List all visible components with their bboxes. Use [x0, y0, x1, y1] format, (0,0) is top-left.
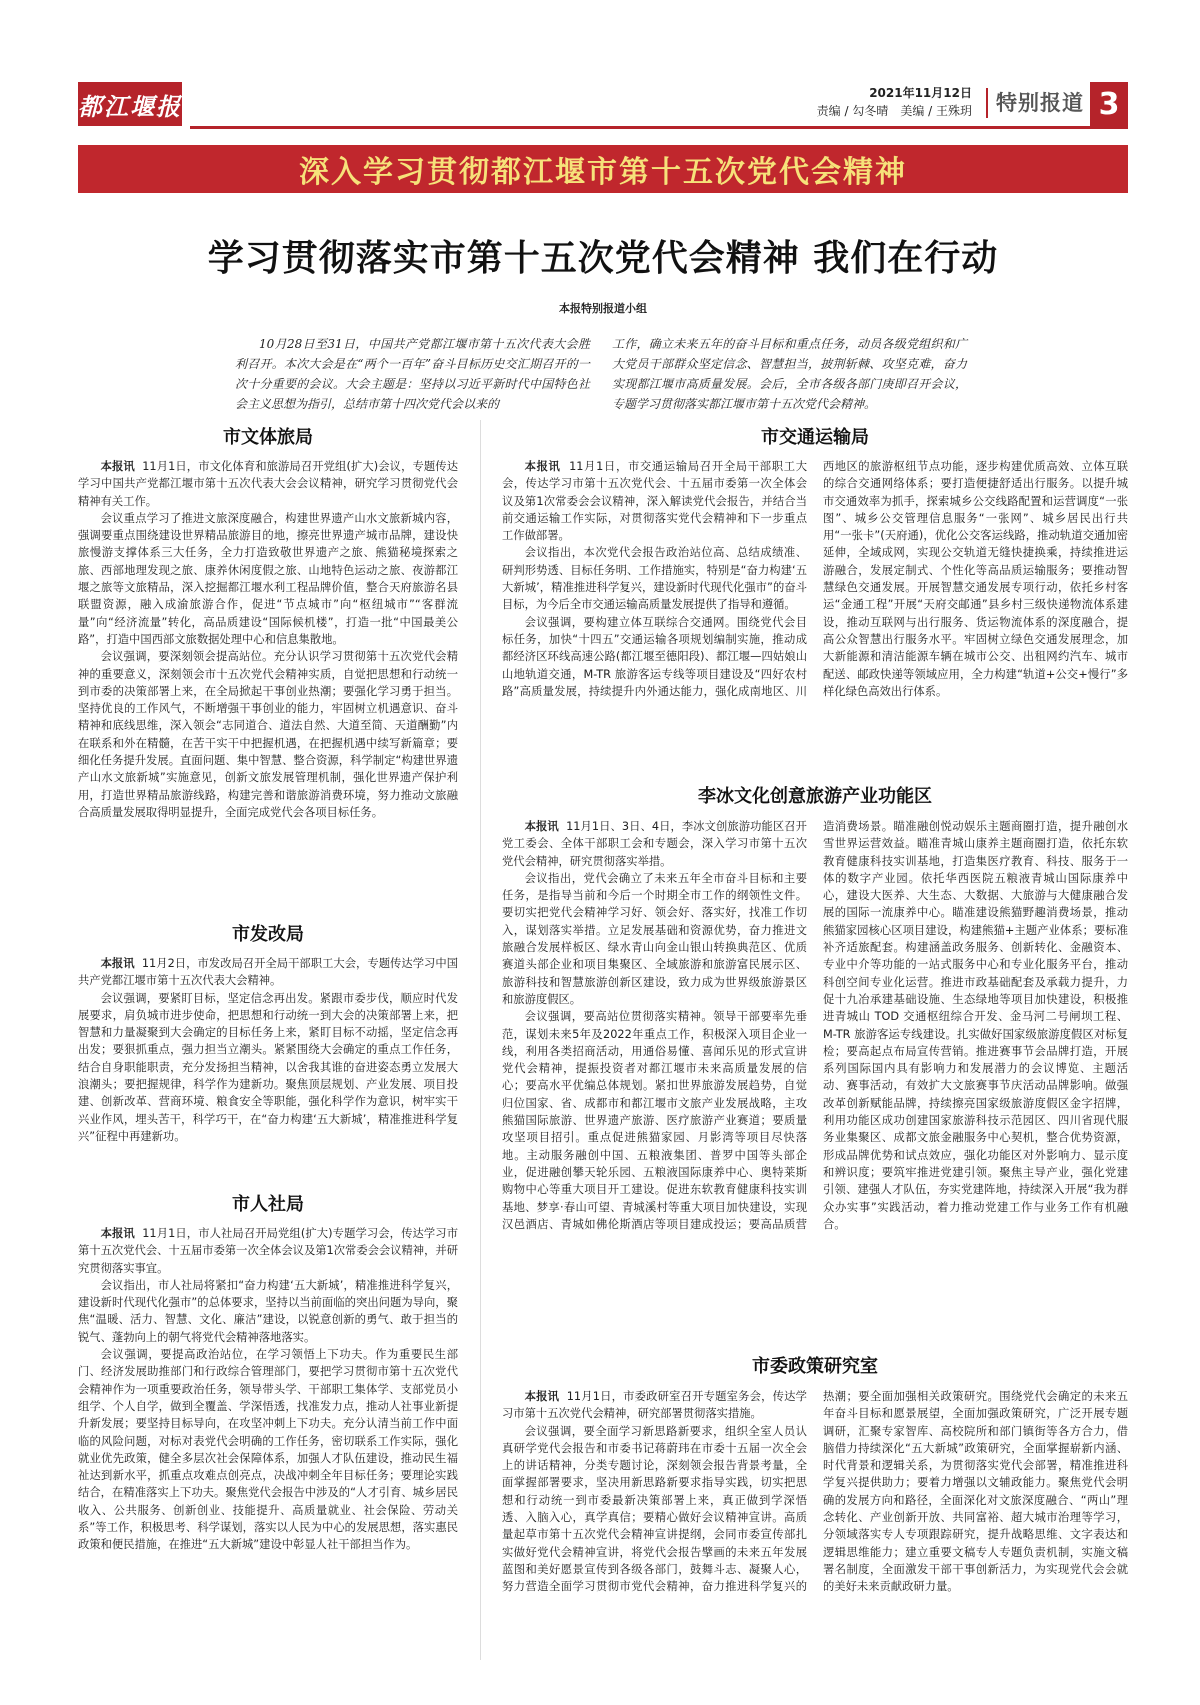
newspaper-logo: 都江堰报 [78, 82, 182, 126]
issue-date: 2021年11月12日 [869, 86, 972, 100]
article-heading-policy: 市委政策研究室 [752, 1356, 878, 1377]
page-number: 3 [1090, 82, 1128, 126]
article-heading-culture: 市文体旅局 [223, 427, 313, 448]
main-headline: 学习贯彻落实市第十五次党代会精神 我们在行动 [207, 238, 999, 279]
article-heading-reform: 市发改局 [232, 924, 304, 945]
masthead-rule [190, 126, 1128, 129]
banner-text: 深入学习贯彻都江堰市第十五次党代会精神 [299, 155, 907, 190]
section-name: 特别报道 [986, 88, 1084, 118]
masthead [78, 82, 1128, 132]
article-heading-lbing: 李冰文化创意旅游产业功能区 [698, 786, 932, 807]
editors-line: 责编 / 勾冬晴 美编 / 王殊玥 [816, 104, 972, 118]
article-body-lbing: 本报讯 11月1日、3日、4日，李冰文创旅游功能区召开党工委会、全体干部职工会和专题会，深入学习市第十五次党代会精神，研究贯彻落实举措。 会议指出，党代会确立了未来五年全市奋斗目标和主要任务，是指导当前和今后一个时期全市工作的纲领性文件。要切实把党代会精神学习好、领会好、落实好，找准工作切入，谋划落实举措。立足发展基础和资源优势，奋力推进文旅融合发展样板区、绿水青山向金山银山转换典范区、优质赛道头部企业和项目集聚区、全域旅游和旅游富民展示区、旅游科技和智慧旅游创新区建设，致力成为世界级旅游景区和旅游度假区。 会议强调，要高站位贯彻落实精神。领导干部要率先垂范，谋划未来5年及2022年重点工作，积极深入项目企业一线，利用各类招商活动，用通俗易懂、喜闻乐见的形式宣讲党代会精神，提振投资者对都江堰市未来高质量发展的信心；要高水平优编总体规划。紧扣世界旅游发展趋势，自觉归位国家、省、成都市和都江堰市文旅产业发展战略，主攻熊猫国际旅游、世界遗产旅游、医疗旅游产业赛道；要质量攻坚项目招引。重点促进熊猫家园、月影湾等项目尽快落地。主动服务融创中国、五粮液集团、普罗中国等头部企业，促进融创攀天轮乐园、五粮液国际康养中心、奥特莱斯购物中心等重大项目开工建设。促进东软教育健康科技实训基地、梦享·春山可望、青城溪村等重大项目加快建设，实现汉邑酒店、青城如佛伦斯酒店等项目建成投运；要高品质营造消费场景。瞄准融创悦动娱乐主题商圈打造，提升融创水雪世界运营效益。瞄准青城山康养主题商圈打造，依托东软教育健康科技实训基地，打造集医疗教育、科技、服务于一体的数字产业园。依托华西医院五粮液青城山国际康养中心，建设大医养、大生态、大数据、大旅游与大健康融合发展的国际一流康养中心。瞄准建设熊猫野趣消费场景，推动熊猫家园核心区项目建设，构建熊猫+主题产业体系；要标准补齐适旅配套。构建涵盖政务服务、创新转化、金融资本、专业中介等功能的一站式服务中心和专业化服务平台，推动科创空间专业化运营。推进市政基础配套及承载力提升，力促十九冶承建基础设施、生态绿地等项目加快建设，积极推进青城山 TOD 交通枢纽综合开发、金马河二号闸坝工程、M-TR 旅游客运专线建设。扎实做好国家级旅游度假区对标复检；要高起点布局宣传营销。推进赛事节会品牌打造，开展系列国际国内具有影响力和发展潜力的会议博览、主题活动、赛事活动，有效扩大文旅赛事节庆活动品牌影响。做强改革创新赋能品牌，持续擦亮国家级旅游度假区金字招牌，利用功能区成功创建国家旅游科技示范园区、四川省现代服务业集聚区、成都文旅金融服务中心契机，整合优势资源，形成品牌优势和试点效应，强化功能区对外影响力、显示度和辨识度；要筑牢推进党建引领。聚焦主导产业，强化党建引领、建强人才队伍，夯实党建阵地，持续深入开展“我为群众办实事”实践活动，着力推动党建工作与业务工作有机融合。 [502, 820, 1128, 1231]
issue-meta [817, 84, 972, 120]
article-body-culture: 本报讯 11月1日，市文化体育和旅游局召开党组(扩大)会议，专题传达学习中国共产党都江堰市第十五次代表大会会议精神，研究学习贯彻党代会精神有关工作。 会议重点学习了推进文旅深度融合，构建世界遗产山水文旅新城内容，强调要重点围绕建设世界精品旅游目的地，擦亮世界遗产城市品牌，建设快旅慢游支撑体系三大任务，全力打造致敬世界遗产之旅、熊猫秘境探索之旅、西部地理发现之旅、康养休闲度假之旅、山地特色运动之旅、夜游都江堰之旅等文旅精品，深入挖掘都江堰水利工程品牌价值，整合天府旅游名县联盟资源，融入成渝旅游合作，促进“节点城市”向“枢纽城市”“客群流量”向“经济流量”转化，高品质建设“国际候机楼”，打造一批“中国最美公路”，打造中国西部文旅数据处理中心和信息集散地。 会议强调，要深刻领会提高站位。充分认识学习贯彻第十五次党代会精神的重要意义，深刻领会市十五次党代会精神实质，自觉把思想和行动统一到市委的决策部署上来，在全局掀起干事创业热潮；要强化学习勇于担当。坚持优良的工作风气，不断增强干事创业的能力，牢固树立机遇意识、奋斗精神和底线思维，深入领会“志同道合、道法自然、大道至简、天道酬勤”内在联系和外在精髓，在苦干实干中把握机遇，在把握机遇中续写新篇章；要细化任务提升发展。直面问题、集中智慧、整合资源，科学制定“构建世界遗产山水文旅新城”实施意见，创新文旅发展管理机制，强化世界遗产保护利用，打造世界精品旅游线路，构建完善和谐旅游消费环境，努力推动文旅融合高质量发展取得明显提升，全面完成党代会各项目标任务。 [78, 460, 458, 819]
article-body-hr: 本报讯 11月1日，市人社局召开局党组(扩大)专题学习会，传达学习市第十五次党代会、十五届市委第一次全体会议及第1次常委会会议精神，并研究贯彻落实事宜。 会议指出，市人社局将紧扣“奋力构建‘五大新城’，精准推进科学复兴，建设新时代现代化强市”的总体要求，坚持以当前面临的突出问题为导向，聚焦“温暖、活力、智慧、文化、廉洁”建设，以锐意创新的勇气、敢于担当的锐气、蓬勃向上的朝气将党代会精神落地落实。 会议强调，要提高政治站位，在学习领悟上下功夫。作为重要民生部门、经济发展助推部门和行政综合管理部门，要把学习贯彻市第十五次党代会精神作为一项重要政治任务，领导带头学、干部职工集体学、支部党员小组学、个人自学，做到全覆盖、学深悟透，找准发力点，推动人社事业新提升新发展；要坚持目标导向，在攻坚冲刺上下功夫。充分认清当前工作中面临的风险问题，对标对表党代会明确的工作任务，密切联系工作实际，强化就业优先政策，健全多层次社会保障体系，加强人才队伍建设，推动民生福祉达到新水平，抓重点攻难点创亮点，决战冲刺全年目标任务；要理论实践结合，在精准落实上下功夫。聚焦党代会报告中涉及的“人才引育、城乡居民收入、公共服务、创新创业、技能提升、高质量就业、社会保险、劳动关系”等工作，积极思考、科学谋划，落实以人民为中心的发展思想，落实惠民政策和便民措施，在推进“五大新城”建设中彰显人社干部担当作为。 [78, 1227, 458, 1552]
intro-right: 工作，确立未来五年的奋斗目标和重点任务，动员各级党组织和广大党员干部群众坚定信念、智慧担当，披荆斩棘、攻坚克难，奋力实现都江堰市高质量发展。会后，全市各级各部门庚即召开会议，专题学习贯彻落实都江堰市第十五次党代会精神。 [612, 337, 967, 411]
article-heading-hr: 市人社局 [232, 1194, 304, 1215]
article-body-reform: 本报讯 11月2日，市发改局召开全局干部职工大会，专题传达学习中国共产党都江堰市第十五次代表大会精神。 会议强调，要紧盯目标，坚定信念再出发。紧跟市委步伐，顺应时代发展要求，肩负城市进步使命，把思想和行动统一到大会的决策部署上来，把智慧和力量凝聚到大会确定的目标任务上来，紧盯目标不动摇，坚定信念再出发；要狠抓重点，强力担当立潮头。紧紧围绕大会确定的重点工作任务，结合自身职能职责，充分发扬担当精神，以舍我其谁的奋进姿态勇立发展大浪潮头；要把握规律，科学作为建新功。聚焦顶层规划、产业发展、项目投建、创新改革、营商环境、粮食安全等职能，强化科学作为意识，树牢实干兴业作风，埋头苦干，科学巧干，在“奋力构建‘五大新城’，精准推进科学复兴”征程中再建新功。 [78, 957, 458, 1143]
article-body-policy: 本报讯 11月1日，市委政研室召开专题室务会，传达学习市第十五次党代会精神，研究部署贯彻落实措施。 会议强调，要全面学习新思路新要求，组织全室人员认真研学党代会报告和市委书记蒋蔚玮在市委十五届一次全会上的讲话精神，分类专题讨论，深刻领会报告背景考量，全面掌握部署要求，坚决用新思路新要求指导实践，切实把思想和行动统一到市委最新决策部署上来，真正做到学深悟透、入脑入心，真学真信；要精心做好会议精神宣讲。高质量起草市第十五次党代会精神宣讲提纲，会同市委宣传部扎实做好党代会精神宣讲，将党代会报告擘画的未来五年发展蓝图和美好愿景宣传到各级各部门，鼓舞斗志、凝聚人心，努力营造全面学习贯彻市党代会精神，奋力推进科学复兴的热潮；要全面加强相关政策研究。围绕党代会确定的未来五年奋斗目标和愿景展望，全面加强政策研究，广泛开展专题调研，汇聚专家智库、高校院所和部门镇街等各方合力，借脑借力持续深化“五大新城”政策研究，全面掌握崭新内涵、时代背景和逻辑关系，为贯彻落实党代会部署，精准推进科学复兴提供助力；要着力增强以文辅政能力。聚焦党代会明确的发展方向和路径，全面深化对文旅深度融合、“两山”理念转化、产业创新开放、共同富裕、超大城市治理等学习，分领域落实专人专项跟踪研究，提升战略思维、文字表达和逻辑思维能力；建立重要文稿专人专题负责机制，实施文稿署名制度，全面激发干部干事创新活力，为实现党代会会就的美好未来贡献政研力量。 [502, 1390, 1128, 1594]
article-lead: 本报讯 [100, 460, 135, 473]
byline: 本报特别报道小组 [559, 302, 647, 315]
intro-left: 10月28日至31日，中国共产党都江堰市第十五次代表大会胜利召开。本次大会是在“两个一百年”奋斗目标历史交汇期召开的一次十分重要的会议。大会主题是：坚持以习近平新时代中国特色社会主义思想为指引，总结市第十四次党代会以来的 [235, 337, 590, 411]
topic-banner [78, 145, 1128, 193]
article-heading-transport: 市交通运输局 [761, 427, 869, 448]
column-divider [480, 420, 481, 1660]
article-body-transport: 本报讯 11月1日，市交通运输局召开全局干部职工大会，传达学习市第十五次党代会、十五届市委第一次全体会议及第1次常委会会议精神，深入解读党代会报告，并结合当前交通运输工作实际，对贯彻落实党代会精神和下一步重点工作做部署。 会议指出，本次党代会报告政治站位高、总结成绩准、研判形势透、目标任务明、工作措施实，特别是“奋力构建‘五大新城’，精准推进科学复兴，建设新时代现代化强市”的奋斗目标，为今后全市交通运输高质量发展提供了指导和遵循。 会议强调，要构建立体互联综合交通网。围绕党代会目标任务，加快“十四五”交通运输各项规划编制实施，推动成都经济区环线高速公路(都江堰至德阳段)、都江堰—四姑娘山山地轨道交通，M-TR 旅游客运专线等项目建设及“四好农村路”高质量发展，持续提升内外通达能力，强化成南地区、川西地区的旅游枢纽节点功能，逐步构建优质高效、立体互联的综合交通网络体系；要打造便捷舒适出行服务。以提升城市交通效率为抓手，探索城乡公交线路配置和运营调度“一张图”、城乡公交管理信息服务“一张网”、城乡居民出行共用“一张卡”(天府通)，优化公交客运线路，推动轨道交通加密延伸，全域成网，实现公交轨道无缝快捷换乘，持续推进运游融合，发展定制式、个性化等高品质运输服务；要推动智慧绿色交通发展。开展智慧交通发展专项行动，依托乡村客运“金通工程”开展“天府交邮通”县乡村三级快递物流体系建设，推动互联网与出行服务、货运物流体系的深度融合，提高公众智慧出行服务水平。牢固树立绿色交通发展理念，加大新能源和清洁能源车辆在城市公交、出租网约汽车、城市配送、邮政快递等领域应用，全力构建“轨道+公交+慢行”多样化绿色高效出行体系。 [502, 460, 1128, 698]
